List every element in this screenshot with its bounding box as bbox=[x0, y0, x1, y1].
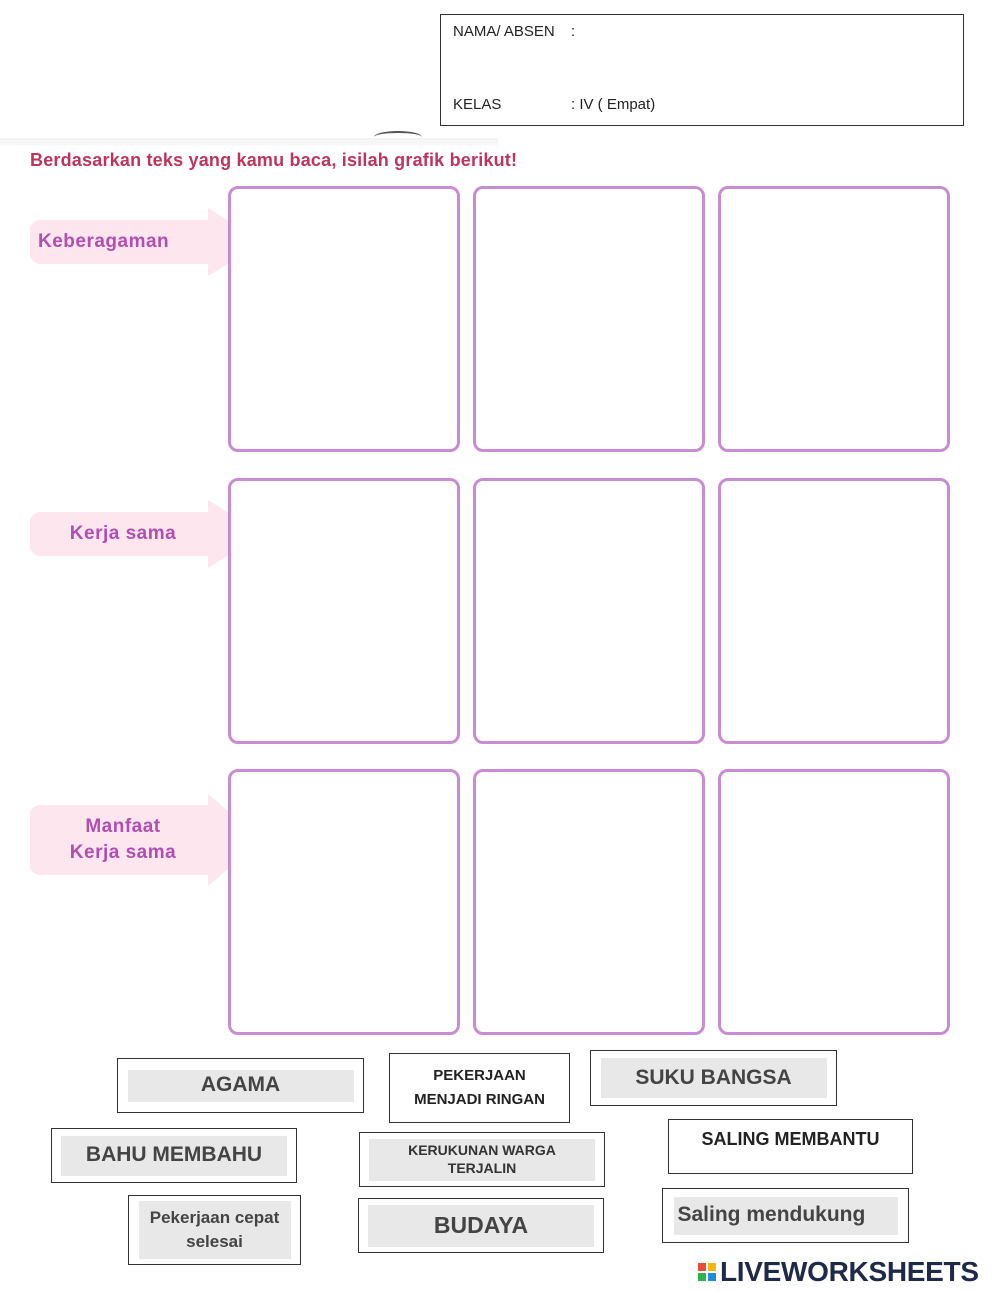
card-label-line2: MENJADI RINGAN bbox=[414, 1091, 545, 1108]
header-strip bbox=[0, 138, 498, 146]
instruction-text: Berdasarkan teks yang kamu baca, isilah grafik berikut! bbox=[30, 150, 518, 170]
card-label-line2: TERJALIN bbox=[447, 1159, 517, 1176]
row-label-line1: Manfaat bbox=[85, 816, 161, 838]
name-value[interactable]: : bbox=[571, 23, 576, 40]
student-info-box bbox=[440, 14, 964, 126]
answer-card-pekerjaan-cepat[interactable] bbox=[128, 1195, 301, 1265]
answer-card-suku-bangsa[interactable] bbox=[590, 1050, 837, 1106]
name-label: NAMA/ ABSEN bbox=[453, 23, 555, 40]
drop-box-r2c1[interactable] bbox=[228, 478, 460, 744]
row-label: Kerja sama bbox=[69, 523, 177, 544]
row-label: Keberagaman bbox=[38, 231, 170, 252]
drop-box-r1c1[interactable] bbox=[228, 186, 460, 452]
card-label: Saling mendukung bbox=[677, 1203, 866, 1227]
drop-box-r1c2[interactable] bbox=[473, 186, 705, 452]
logo-squares-icon bbox=[698, 1263, 716, 1281]
liveworksheets-logo bbox=[698, 1256, 979, 1288]
answer-card-pekerjaan-ringan[interactable] bbox=[389, 1053, 570, 1123]
card-label: AGAMA bbox=[200, 1073, 281, 1097]
class-value: : IV ( Empat) bbox=[571, 96, 656, 113]
drop-box-r2c2[interactable] bbox=[473, 478, 705, 744]
card-label-line1: Pekerjaan cepat bbox=[149, 1208, 280, 1228]
answer-card-budaya[interactable] bbox=[358, 1198, 604, 1253]
class-label: KELAS bbox=[453, 96, 502, 113]
logo-wordmark: LIVEWORKSHEETS bbox=[720, 1256, 979, 1287]
answer-card-saling-membantu[interactable] bbox=[668, 1119, 913, 1174]
card-label: SUKU BANGSA bbox=[635, 1065, 792, 1089]
answer-card-saling-mendukung[interactable] bbox=[662, 1188, 909, 1243]
class-row bbox=[453, 96, 655, 113]
answer-card-kerukunan[interactable] bbox=[359, 1132, 605, 1187]
card-label: BAHU MEMBAHU bbox=[85, 1143, 263, 1167]
decorative-swoosh bbox=[374, 131, 422, 143]
card-label-line1: PEKERJAAN bbox=[433, 1067, 526, 1084]
answer-card-agama[interactable] bbox=[117, 1058, 364, 1113]
drop-box-r3c2[interactable] bbox=[473, 769, 705, 1035]
card-label: SALING MEMBANTU bbox=[701, 1129, 880, 1149]
name-row bbox=[453, 23, 575, 40]
drop-box-r2c3[interactable] bbox=[718, 478, 950, 744]
card-label-line1: KERUKUNAN WARGA bbox=[408, 1142, 556, 1158]
answer-card-bahu-membahu[interactable] bbox=[51, 1128, 297, 1183]
card-label-line2: selesai bbox=[186, 1232, 243, 1251]
row-label-line2: Kerja sama bbox=[69, 842, 177, 863]
drop-box-r3c3[interactable] bbox=[718, 769, 950, 1035]
drop-box-r1c3[interactable] bbox=[718, 186, 950, 452]
drop-box-r3c1[interactable] bbox=[228, 769, 460, 1035]
card-label: BUDAYA bbox=[433, 1212, 529, 1239]
